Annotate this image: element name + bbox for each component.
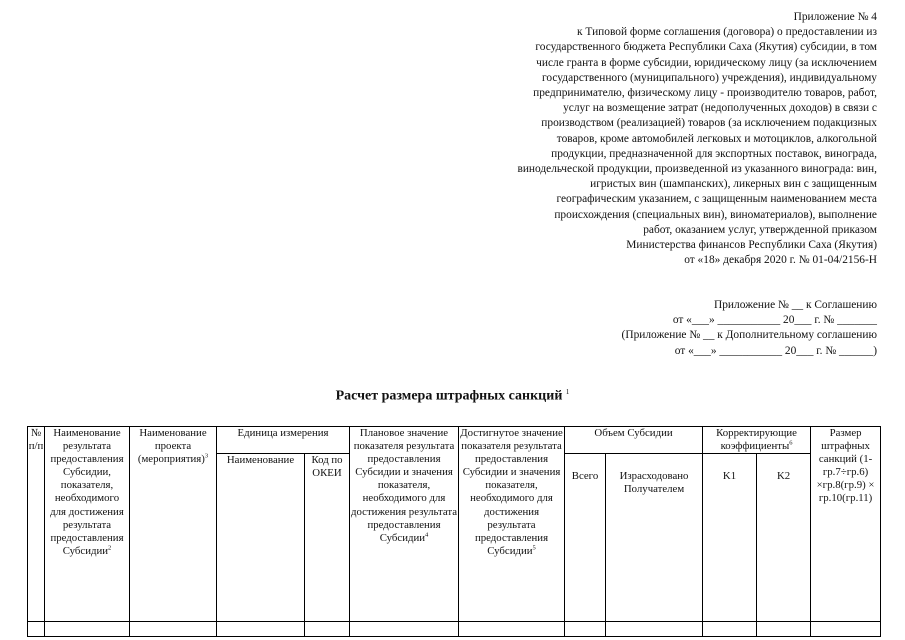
header-unit: Единица измерения <box>217 427 350 454</box>
appendix-line: производством (реализацией) товаров (за исключением подакцизных <box>541 117 877 130</box>
appendix-line: винодельческой продукции, произведенной из указанного винограда: вин, <box>517 163 877 176</box>
appendix-line: предпринимателю, физическому лицу - производителю товаров, работ, <box>533 87 877 100</box>
header-k2: K2 <box>757 454 811 622</box>
agreement-line: от «___» ___________ 20___ г. № ______) <box>674 344 877 357</box>
header-k1: K1 <box>703 454 757 622</box>
appendix-line: работ, оказанием услуг, утвержденной приказом <box>643 223 877 236</box>
appendix-line: от «18» декабря 2020 г. № 01-04/2156-Н <box>684 254 877 267</box>
table-header-row <box>28 427 881 454</box>
header-volume-spent: Израсходовано Получателем <box>606 454 703 622</box>
header-num: № п/п <box>28 427 45 622</box>
header-result-name: Наименование результата предоставления Субсидии, показателя, необходимого для достижения результата предоставления Субсидии$^2$ <box>45 427 130 622</box>
appendix-line: географическим указанием, с защищенным наименованием места <box>556 193 877 206</box>
appendix-header <box>447 10 877 268</box>
appendix-line: государственного (муниципального) учреждения), индивидуальному <box>542 71 877 84</box>
appendix-line: Министерства финансов Республики Саха (Якутия) <box>626 239 877 252</box>
appendix-line: происхождения (специальных вин), виноматериалов), выполнение <box>554 208 877 221</box>
page-title <box>0 388 905 405</box>
appendix-line: государственного бюджета Республики Саха (Якутия) субсидии, в том <box>535 41 877 54</box>
appendix-line: товаров, кроме автомобилей легковых и мотоциклов, алкогольной <box>556 132 877 145</box>
header-penalty: Размер штрафных санкций (1-гр.7÷гр.6) ×гр.8(гр.9) × гр.10(гр.11) <box>811 427 881 622</box>
appendix-line: к Типовой форме соглашения (договора) о предоставлении из <box>577 26 877 39</box>
table-row <box>28 622 881 637</box>
appendix-line: услуг на возмещение затрат (недополученных доходов) в связи с <box>563 102 877 115</box>
agreement-line: от «___» ___________ 20___ г. № _______ <box>672 314 877 327</box>
header-coefficients: Корректирующие коэффициенты$^6$ <box>703 427 811 454</box>
appendix-line: игристых вин (шампанских), ликерных вин с защищенным <box>590 178 877 191</box>
agreement-reference <box>517 298 877 359</box>
penalty-table <box>27 426 881 637</box>
header-volume-total: Всего <box>565 454 606 622</box>
agreement-line: (Приложение № __ к Дополнительному соглашению <box>621 329 877 342</box>
agreement-line: Приложение № __ к Соглашению <box>714 299 877 311</box>
title-footnote: 1 <box>565 388 570 396</box>
appendix-line: продукции, предназначенной для экспортных поставок, винограда, <box>551 147 877 160</box>
header-planned: Плановое значение показателя результата предоставления Субсидии и значения показателя, необходимого для достижения результата предоставления Субсидии$^4$ <box>350 427 459 622</box>
header-unit-code: Код по ОКЕИ <box>305 454 350 622</box>
appendix-line: числе гранта в форме субсидии, юридическому лицу (за исключением <box>536 56 877 69</box>
header-volume: Объем Субсидии <box>565 427 703 454</box>
appendix-line: Приложение № 4 <box>793 11 877 23</box>
header-achieved: Достигнутое значение показателя результата предоставления Субсидии и значения показателя, необходимого для достижения результата предоставления Субсидии$^5$ <box>459 427 565 622</box>
title-text: Расчет размера штрафных санкций <box>335 388 563 404</box>
header-project: Наименование проекта (мероприятия)$^3$ <box>130 427 217 622</box>
header-unit-name: Наименование <box>217 454 305 622</box>
